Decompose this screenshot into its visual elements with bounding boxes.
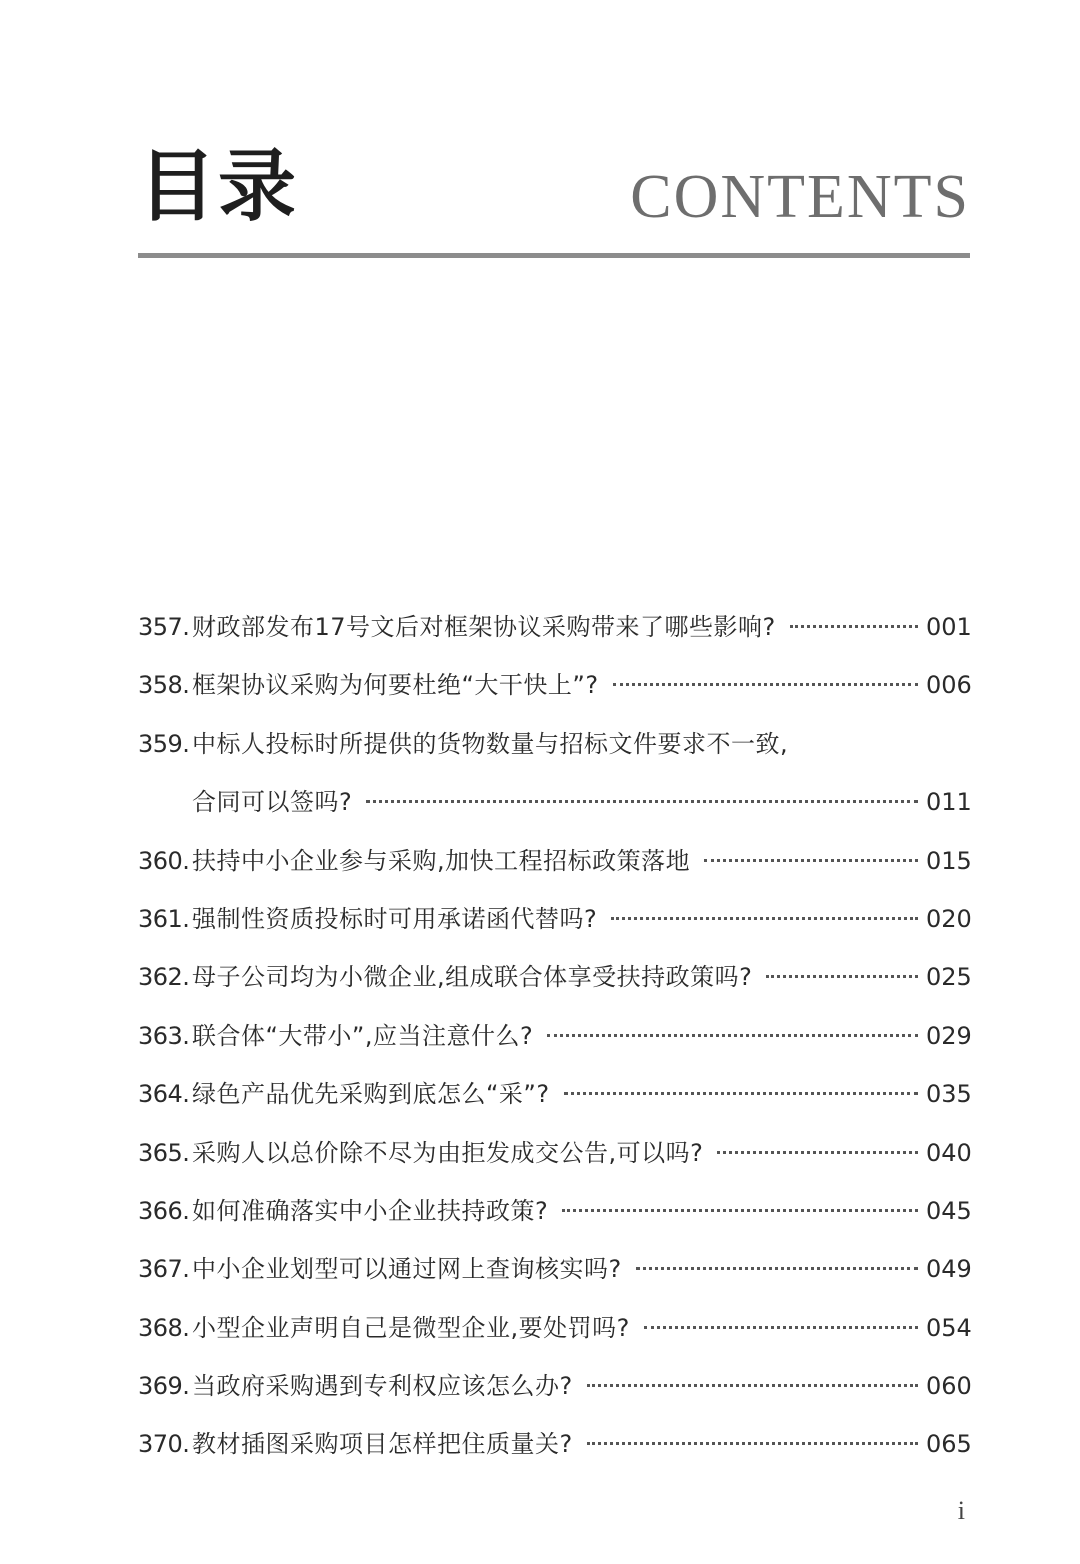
toc-leader-dots [613, 683, 918, 686]
toc-entry-number: 364. [138, 1080, 190, 1109]
toc-entry-title: 扶持中小企业参与采购,加快工程招标政策落地 [192, 846, 691, 875]
toc-entry-title: 如何准确落实中小企业扶持政策? [192, 1196, 549, 1225]
toc-entry-page: 045 [926, 1196, 972, 1225]
toc-entry-page: 065 [926, 1430, 972, 1459]
toc-leader-dots [587, 1442, 918, 1445]
toc-entry[interactable] [138, 1187, 970, 1245]
toc-entry-page: 060 [926, 1372, 972, 1401]
toc-entry-page: 035 [926, 1080, 972, 1109]
table-of-contents [138, 603, 970, 1479]
toc-entry-number: 359. [138, 729, 190, 758]
toc-leader-dots [562, 1209, 918, 1212]
toc-leader-dots [790, 625, 918, 628]
page-title-chinese: 目录 [138, 141, 299, 232]
toc-entry[interactable] [138, 1304, 970, 1362]
toc-entry-page: 015 [926, 846, 972, 875]
toc-entry-title: 联合体“大带小”,应当注意什么? [192, 1021, 534, 1050]
toc-entry-page: 054 [926, 1313, 972, 1342]
toc-entry[interactable] [138, 720, 970, 778]
toc-leader-dots [766, 975, 918, 978]
toc-entry-title: 合同可以签吗? [192, 788, 353, 817]
toc-entry-number: 362. [138, 963, 190, 992]
toc-entry-number: 357. [138, 613, 190, 641]
toc-entry-number: 369. [138, 1372, 190, 1401]
toc-entry-title: 绿色产品优先采购到底怎么“采”? [192, 1080, 550, 1109]
toc-entry-page: 040 [926, 1138, 972, 1167]
toc-entry[interactable] [138, 895, 970, 953]
toc-entry[interactable] [138, 1012, 970, 1070]
toc-entry-number: 370. [138, 1430, 190, 1459]
toc-entry-title: 当政府采购遇到专利权应该怎么办? [192, 1372, 573, 1401]
toc-entry-number: 366. [138, 1196, 190, 1225]
toc-leader-dots [636, 1267, 918, 1270]
toc-leader-dots [717, 1151, 918, 1154]
toc-entry[interactable] [138, 953, 970, 1011]
toc-entry-number: 361. [138, 904, 190, 933]
toc-entry[interactable] [138, 778, 970, 836]
toc-leader-dots [611, 917, 918, 920]
toc-entry-title: 中小企业划型可以通过网上查询核实吗? [192, 1255, 622, 1284]
toc-entry-title: 母子公司均为小微企业,组成联合体享受扶持政策吗? [192, 963, 753, 992]
toc-entry-page: 029 [926, 1021, 972, 1050]
toc-entry[interactable] [138, 1129, 970, 1187]
header-divider [138, 253, 970, 258]
toc-leader-dots [704, 859, 918, 862]
toc-entry[interactable] [138, 1362, 970, 1420]
toc-leader-dots [547, 1034, 918, 1037]
toc-entry-number: 368. [138, 1313, 190, 1342]
toc-entry-page: 025 [926, 963, 972, 992]
toc-entry-page: 020 [926, 904, 972, 933]
toc-entry-page: 006 [926, 671, 972, 700]
toc-entry-title: 中标人投标时所提供的货物数量与招标文件要求不一致, [192, 729, 789, 758]
toc-leader-dots [366, 800, 918, 803]
toc-entry-title: 采购人以总价除不尽为由拒发成交公告,可以吗? [192, 1138, 704, 1167]
toc-entry-number: 363. [138, 1021, 190, 1050]
toc-entry-page: 001 [926, 613, 972, 641]
toc-entry-page: 011 [926, 788, 972, 817]
toc-entry[interactable] [138, 661, 970, 719]
toc-entry-number: 360. [138, 846, 190, 875]
toc-entry[interactable] [138, 603, 970, 661]
toc-entry-title: 财政部发布17号文后对框架协议采购带来了哪些影响? [192, 613, 776, 641]
page-header [138, 140, 970, 260]
toc-entry-title: 框架协议采购为何要杜绝“大干快上”? [192, 671, 599, 700]
toc-entry-number: 365. [138, 1138, 190, 1167]
toc-entry[interactable] [138, 1245, 970, 1303]
toc-entry-number: 358. [138, 671, 190, 700]
toc-entry-number: 367. [138, 1255, 190, 1284]
toc-entry-page: 049 [926, 1255, 972, 1284]
toc-entry-title: 教材插图采购项目怎样把住质量关? [192, 1430, 573, 1459]
toc-entry-title: 小型企业声明自己是微型企业,要处罚吗? [192, 1313, 630, 1342]
toc-leader-dots [644, 1326, 918, 1329]
toc-entry[interactable] [138, 837, 970, 895]
toc-entry[interactable] [138, 1420, 970, 1478]
toc-leader-dots [587, 1384, 918, 1387]
page-title-english: CONTENTS [630, 163, 970, 231]
page-number: i [957, 1496, 965, 1525]
toc-entry-title: 强制性资质投标时可用承诺函代替吗? [192, 904, 598, 933]
toc-leader-dots [564, 1092, 918, 1095]
toc-entry[interactable] [138, 1070, 970, 1128]
